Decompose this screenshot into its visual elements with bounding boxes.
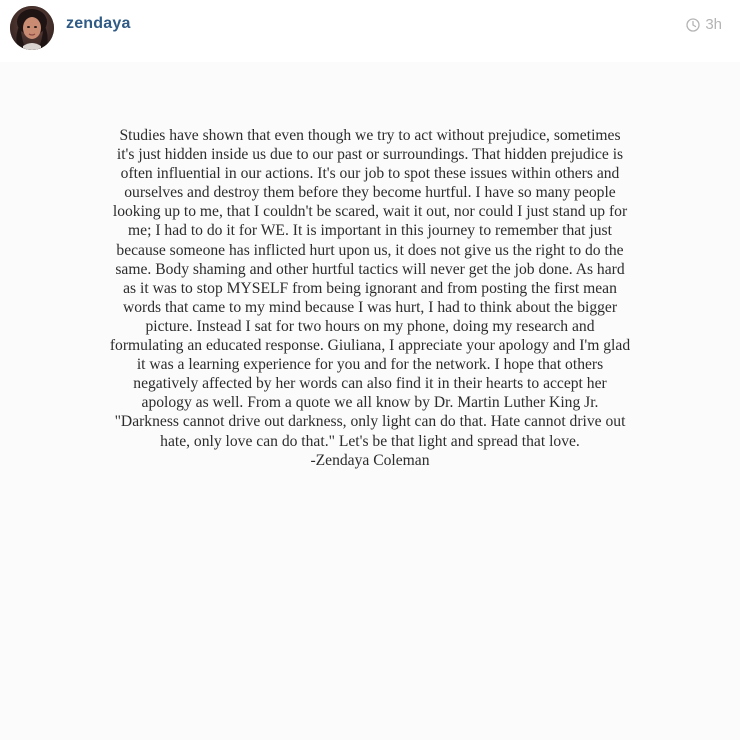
- statement-line: same. Body shaming and other hurtful tactics will never get the job done. As hard: [115, 260, 625, 278]
- profile-avatar[interactable]: [10, 6, 54, 50]
- avatar-image: [10, 6, 54, 50]
- timestamp-label: 3h: [705, 16, 722, 33]
- post-header: [0, 0, 740, 62]
- clock-icon: [686, 18, 700, 32]
- statement-line: me; I had to do it for WE. It is important in this journey to remember that just: [128, 222, 612, 240]
- statement-line: picture. Instead I sat for two hours on my phone, doing my research and: [145, 317, 595, 335]
- statement-line: ourselves and destroy them before they become hurtful. I have so many people: [124, 184, 616, 202]
- statement-text: [40, 126, 700, 470]
- statement-line: words that came to my mind because I was hurt, I had to think about the bigger: [122, 298, 618, 316]
- statement-line: it was a learning experience for you and for the network. I hope that others: [136, 356, 604, 374]
- statement-line: often influential in our actions. It's our job to spot these issues within others and: [120, 165, 620, 183]
- statement-line: as it was to stop MYSELF from being ignorant and from posting the first mean: [123, 279, 617, 297]
- statement-line: negatively affected by her words can also find it in their hearts to accept her: [133, 375, 607, 393]
- statement-line: apology as well. From a quote we all know by Dr. Martin Luther King Jr.: [141, 394, 599, 412]
- statement-line: formulating an educated response. Giuliana, I appreciate your apology and I'm glad: [109, 337, 631, 355]
- statement-line: it's just hidden inside us due to our past or surroundings. That hidden prejudice is: [116, 146, 624, 164]
- statement-line: because someone has inflicted hurt upon us, it does not give us the right to do the: [116, 241, 624, 259]
- statement-line: "Darkness cannot drive out darkness, only light can do that. Hate cannot drive out: [114, 413, 626, 431]
- username-link[interactable]: zendaya: [66, 15, 131, 32]
- statement-line: Studies have shown that even though we try to act without prejudice, sometimes: [119, 127, 621, 144]
- statement-line: hate, only love can do that." Let's be that light and spread that love.: [160, 432, 580, 450]
- post-timestamp: [686, 16, 722, 33]
- signature-line: -Zendaya Coleman: [310, 451, 430, 469]
- statement-line: looking up to me, that I couldn't be scared, wait it out, nor could I just stand up for: [112, 203, 628, 221]
